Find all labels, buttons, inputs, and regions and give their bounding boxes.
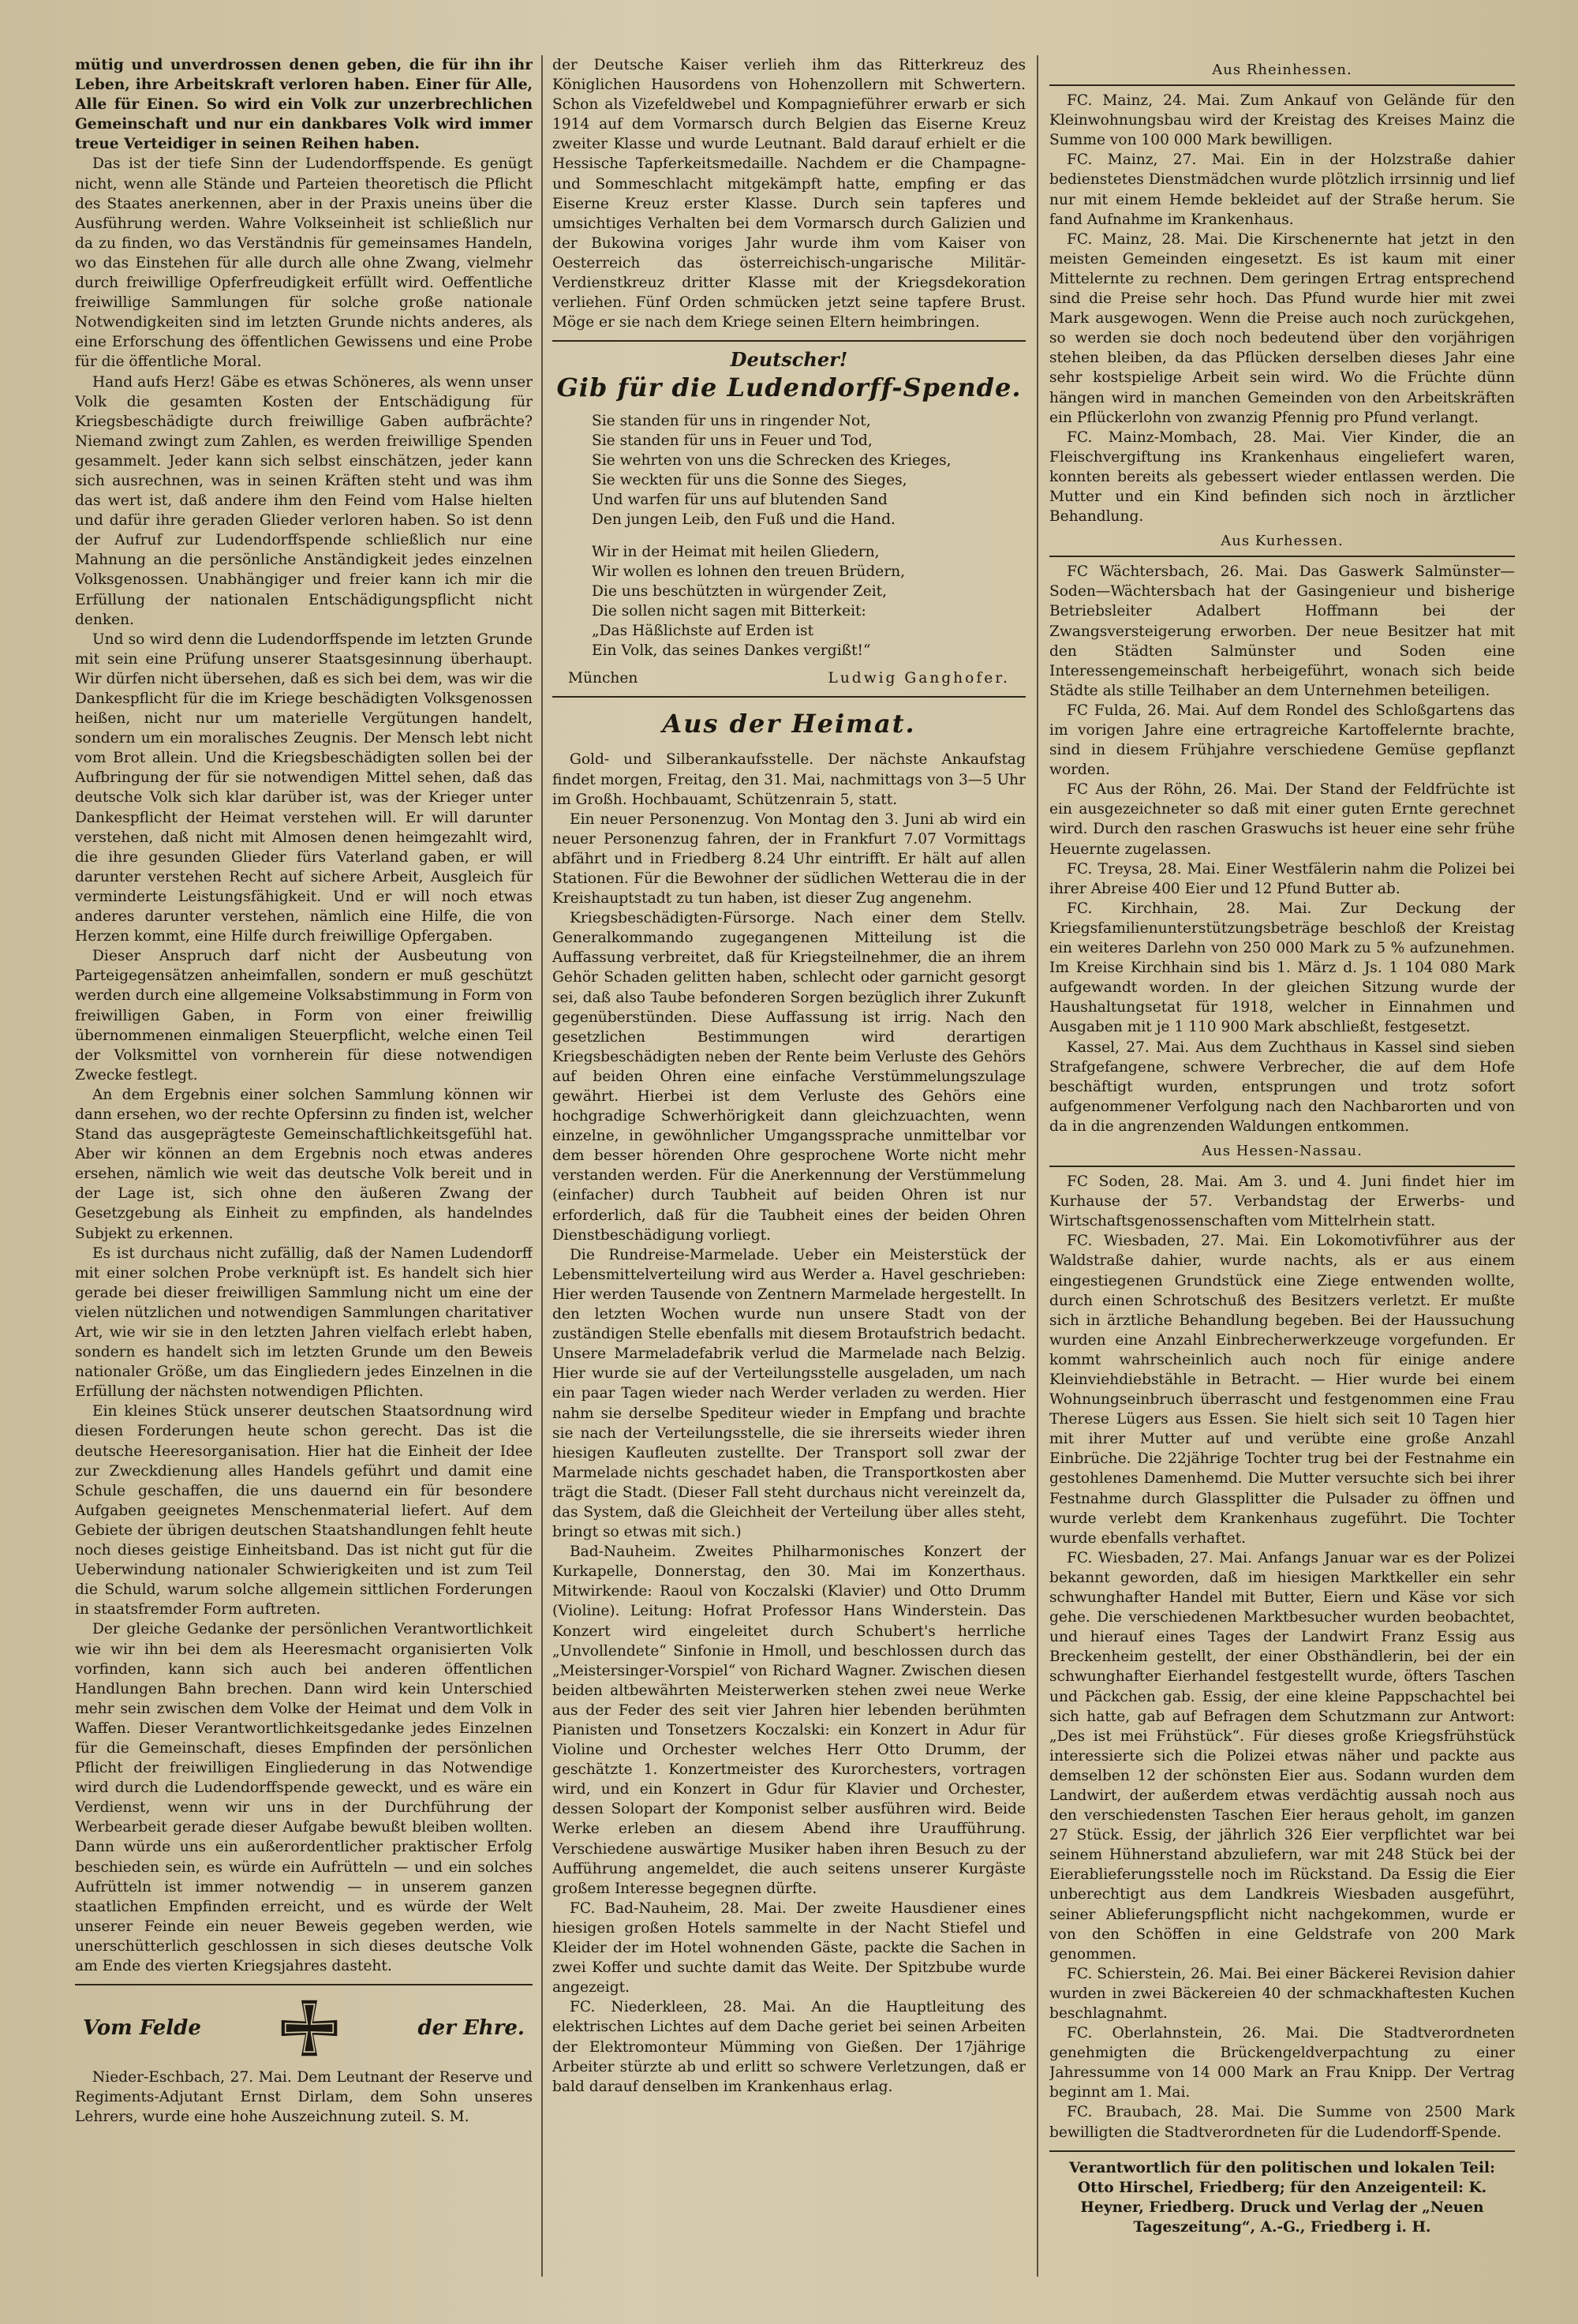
poem-line: Wir in der Heimat mit heilen Gliedern,: [592, 544, 880, 561]
iron-cross-icon: [276, 1995, 342, 2061]
divider: [1049, 84, 1515, 86]
ehre-left: Vom Felde: [83, 2015, 201, 2040]
poem-line: Sie weckten für uns die Sonne des Sieges,: [592, 472, 907, 489]
appeal-heading: Deutscher!: [730, 348, 848, 372]
poem-line: Sie standen für uns in Feuer und Tod,: [592, 432, 873, 450]
paragraph: Es ist durchaus nicht zufällig, daß der Namen Ludendorff mit einer solchen Probe verknüpft ist. Es handelt sich hier gerade bei dieser freiwilligen Sammlung nicht um eine der vielen nützlichen und notwendigen Sammlungen charitativer Art, wie wir sie in den letzten Jahren vielfach erlebt haben, sondern es handelt sich im letzten Grunde um den Beweis nationaler Größe, um das Eingliedern jedes Einzelnen in die Erfüllung der nächsten notwendigen Pflichten.: [75, 1244, 533, 1401]
poem-line: „Das Häßlichste auf Erden ist: [592, 623, 814, 640]
paragraph: FC. Schierstein, 26. Mai. Bei einer Bäckerei Revision dahier wurden in zwei Bäckereien 40 der schmackhaftesten Kuchen beschlagnahmt.: [1049, 1965, 1515, 2022]
poem-signature: [568, 668, 1010, 688]
paragraph: Bad-Nauheim. Zweites Philharmonisches Konzert der Kurkapelle, Donnerstag, den 30. Mai im Konzerthaus. Mitwirkende: Raoul von Koczalski (Klavier) und Otto Drumm (Violine). Leitung: Hofrat Professor Hans Winderstein. Das Konzert wird eingeleitet durch Schubert's herrliche „Unvollendete“ Sinfonie in Hmoll, und beschlossen durch das „Meistersinger-Vorspiel“ von Richard Wagner. Zwischen diesen beiden altbewährten Meisterwerken stehen zwei neue Werke aus der Feder des seit vier Jahren hier lebenden berühmten Pianisten und Tonsetzers Koczalski: ein Konzert in Adur für Violine und Orchester welches Herr Otto Drumm, der geschätzte 1. Konzertmeister des Kurorchesters, vortragen wird, und ein Konzert in Gdur für Klavier und Orchester, dessen Solopart der Komponist selber ausführen wird. Beide Werke erleben an diesem Abend ihre Uraufführung. Verschiedene auswärtige Musiker haben ihren Besuch zu der Aufführung angemeldet, die auch seitens unserer Kurgäste großem Interesse begegnen dürfte.: [552, 1544, 1026, 1897]
section-title: Aus der Heimat.: [662, 709, 916, 739]
imprint: Verantwortlich für den politischen und lokalen Teil: Otto Hirschel, Friedberg; für den Anzeigenteil: K. Heyner, Friedberg. Druck und Verlag der „Neuen Tageszeitung“, A.-G., Friedberg i. H.: [1069, 2159, 1495, 2236]
paragraph: Kassel, 27. Mai. Aus dem Zuchthaus in Kassel sind sieben Strafgefangene, schwere Verbrecher, die auf dem Hofe beschäftigt wurden, entsprungen und trotz sofort aufgenommener Verfolgung nach den Nachbarorten und von da in die angrenzenden Waldungen entkommen.: [1049, 1039, 1515, 1135]
paragraph: FC. Mainz, 28. Mai. Die Kirschenernte hat jetzt in den meisten Gemeinden eingesetzt. Es ist kaum mit einer Mittelernte zu rechnen. Dem geringen Ertrag entsprechend sind die Preise sehr hoch. Das Pfund wurde hier mit zwei Mark ausgewogen. Wenn die Preise auch noch zurückgehen, so werden sie doch noch bedeutend über den vorjährigen stehen bleiben, da das Pflücken derselben dieses Jahr eine sehr kostspielige Arbeit sein wird. Wo die Früchte dünn hängen wird in manchen Gemeinden von den Arbeitskräften ein Pflückerlohn von zwanzig Pfennig pro Pfund verlangt.: [1049, 230, 1515, 426]
column-rule: [541, 55, 543, 2277]
paragraph: An dem Ergebnis einer solchen Sammlung können wir dann ersehen, wo der rechte Opfersinn zu finden ist, welcher Stand das ausgeprägteste Gemeinschaftlichkeitsgefühl hat. Aber wir können an dem Ergebnis noch etwas anderes ersehen, nämlich wie weit das deutsche Volk bereit und in der Lage ist, sich ohne den äußeren Zwang der Gesetzgebung als Einheit zu empfinden, als handelndes Subjekt zu erkennen.: [75, 1086, 533, 1242]
paragraph: der Deutsche Kaiser verlieh ihm das Ritterkreuz des Königlichen Hausordens von Hohenzollern mit Schwertern. Schon als Vizefeldwebel und Kompagnieführer erwarb er sich 1914 auf dem Vormarsch durch Belgien das Eiserne Kreuz zweiter Klasse und wurde Leutnant. Bald darauf erhielt er die Hessische Tapferkeitsmedaille. Nachdem er die Champagne- und Sommeschlacht mitgekämpft hatte, empfing er das Eiserne Kreuz erster Klasse. Durch sein tapferes und umsichtiges Verhalten bei dem Vormarsch durch Galizien und der Bukowina voriges Jahr wurde ihm vom Kaiser von Oesterreich das österreichisch-ungarische Militär-Verdienstkreuz dritter Klasse mit der Kriegsdekoration verliehen. Fünf Orden schmücken jetzt seine tapfere Brust. Möge er sie nach dem Kriege seinen Eltern heimbringen.: [552, 57, 1026, 331]
poem-place: München: [568, 670, 638, 687]
paragraph: FC Soden, 28. Mai. Am 3. und 4. Juni findet hier im Kurhause der 57. Verbandstag der Erwerbs- und Wirtschaftsgenossenschaften vom Mittelrhein statt.: [1049, 1173, 1515, 1230]
appeal-title: Gib für die Ludendorff-Spende.: [556, 372, 1022, 403]
paragraph: FC. Wiesbaden, 27. Mai. Anfangs Januar war es der Polizei bekannt geworden, daß im hiesigen Marktkeller ein sehr schwunghafter Handel mit Butter, Eiern und Käse vor sich gehe. Die verschiedenen Marktbesucher wurden beobachtet, und hierauf eines Tages der Landwirt Franz Essig aus Breckenheim gestellt, der einer Obsthändlerin, bei der ein schwunghafter Eierhandel festgestellt wurde, öfters Taschen und Päckchen gab. Essig, der eine kleine Pappschachtel bei sich hatte, gab auf Befragen dem Schutzmann zur Antwort: „Des ist mei Frühstück“. Für dieses große Kriegsfrühstück interessierte sich die Polizei etwas näher und packte aus demselben 12 der schönsten Eier aus. Sodann wurden dem Landwirt, der außerdem etwas verdächtig aussah noch aus den verschiedensten Taschen Eier heraus geholt, im ganzen 27 Stück. Essig, der jährlich 326 Eier verpflichtet war bei seinem Hühnerstand abzuliefern, war mit 248 Stück bei der Eierablieferungsstelle noch im Rückstand. Da Essig die Eier unberechtigt aus dem Landkreis Wiesbaden ausgeführt, seiner Ablieferungspflicht nicht nachgekommen, wurde er von den Schöffen in eine Geldstrafe von 200 Mark genommen.: [1049, 1549, 1515, 1963]
poem-line: Die uns beschützten in würgender Zeit,: [592, 583, 888, 601]
divider: [1049, 1166, 1515, 1167]
paragraph: Nieder-Eschbach, 27. Mai. Dem Leutnant der Reserve und Regiments-Adjutant Ernst Dirlam, dem Sohn unseres Lehrers, wurde eine hohe Auszeichnung zuteil. S. M.: [75, 2069, 533, 2126]
paragraph: FC. Treysa, 28. Mai. Einer Westfälerin nahm die Polizei bei ihrer Abreise 400 Eier und 12 Pfund Butter ab.: [1049, 860, 1515, 897]
column-3: [1049, 55, 1515, 2277]
paragraph: FC. Mainz, 27. Mai. Ein in der Holzstraße dahier bedienstetes Dienstmädchen wurde plötzlich irrsinnig und lief nur mit einem Hemde bekleidet auf der Straße herum. Sie fand Aufnahme im Krankenhaus.: [1049, 152, 1515, 228]
paragraph: FC. Bad-Nauheim, 28. Mai. Der zweite Hausdiener eines hiesigen großen Hotels sammelte in der Nacht Stiefel und Kleider der im Hotel wohnenden Gäste, packte die Sachen in zwei Koffer und suchte damit das Weite. Der Spitzbube wurde angezeigt.: [552, 1899, 1026, 1997]
poem-line: Sie wehrten von uns die Schrecken des Krieges,: [592, 452, 952, 470]
paragraph: FC. Niederkleen, 28. Mai. An die Hauptleitung des elektrischen Lichtes auf dem Dache geriet bei seinen Arbeiten der Elektromonteur Mümming von Gießen. Der 17jährige Arbeiter stürzte ab und erlitt so schwere Verletzungen, daß er bald darauf denselben im Krankenhaus erlag.: [552, 1999, 1026, 2095]
divider: [75, 1984, 533, 1985]
paragraph: FC. Mainz-Mombach, 28. Mai. Vier Kinder, die an Fleischvergiftung ins Krankenhaus eingeliefert waren, konnten bereits als gebessert wieder entlassen werden. Die Mutter und ein Kind befinden sich noch in ärztlicher Behandlung.: [1049, 428, 1515, 526]
paragraph: FC Wächtersbach, 26. Mai. Das Gaswerk Salmünster—Soden—Wächtersbach hat der Gasingenieur und bisherige Betriebsleiter Adalbert Hoffmann bei der Zwangsversteigerung erworben. Der neue Besitzer hat mit den Städten Salmünster und Soden eine Interessengemeinschaft herbeigeführt, wonach sich beide Städte als stille Teilhaber an dem Unternehmen beteiligen.: [1049, 563, 1515, 699]
divider: [552, 340, 1026, 342]
paragraph: Dieser Anspruch darf nicht der Ausbeutung von Parteigegensätzen anheimfallen, sondern er muß geschützt werden durch eine allgemeine Volksabstimmung in Form von freiwilligen Gaben, in Form von einer freiwillig übernommenen einmaligen Steuerpflicht, welche einen Teil der Volksmittel von vornherein für diese notwendigen Zwecke festlegt.: [75, 948, 533, 1083]
poem-line: Und warfen für uns auf blutenden Sand: [592, 492, 888, 509]
paragraph: Und so wird denn die Ludendorffspende im letzten Grunde mit sein eine Prüfung unserer Staatsgesinnung überhaupt. Wir dürfen nicht übersehen, daß es sich bei dem, was wir die Dankespflicht für die im Kriege beschädigten Volksgenossen heißen, nicht nur um materielle Vergütungen handelt, sondern um ein moralisches Zeugnis. Der Mensch lebt nicht vom Brot allein. Und die Kriegsbeschädigten sollen bei der Aufbringung der für sie notwendigen Mittel sehen, daß das deutsche Volk sich klar darüber ist, was der Krieger unter Dankespflicht der Heimat verstehen will. Er will darunter verstehen, daß nicht mit Almosen denen heimgezahlt wird, die ihre gesunden Glieder fürs Vaterland gaben, er will darunter verstehen Recht auf sichere Arbeit, Ausgleich für verminderte Leistungsfähigkeit. Und er will noch etwas anderes darunter verstehen, nämlich eine Hilfe, die von Herzen kommt, eine Hilfe durch freiwillige Opfergaben.: [75, 631, 533, 945]
paragraph: Ein neuer Personenzug. Von Montag den 3. Juni ab wird ein neuer Personenzug fahren, der in Frankfurt 7.07 Vormittags abfährt und in Friedberg 8.24 Uhr eintrifft. Er hält auf allen Stationen. Für die Bewohner der südlichen Wetterau die in der Kreishauptstadt zu tun haben, ist dieser Zug angenehm.: [552, 810, 1026, 908]
paragraph: FC Fulda, 26. Mai. Auf dem Rondel des Schloßgartens das im vorigen Jahre eine ertragreiche Kartoffelernte brachte, sind in diesem Frühjahre verschiedene Gemüse gepflanzt worden.: [1049, 702, 1515, 779]
column-1: [75, 55, 533, 2277]
region-heading: Aus Rheinhessen.: [1212, 62, 1352, 78]
paragraph: Der gleiche Gedanke der persönlichen Verantwortlichkeit wie wir ihn bei dem als Heeresmacht organisierten Volk vorfinden, kann sich auch bei anderen öffentlichen Handlungen Bahn brechen. Dann wird kein Unterschied mehr sein zwischen dem Volke der Heimat und dem Volk in Waffen. Dieser Verantwortlichkeitsgedanke jedes Einzelnen für die Gemeinschaft, dieses Empfinden der persönlichen Pflicht der freiwilligen Eingliederung in das Notwendige wird durch die Ludendorffspende geweckt, und es wäre ein Verdienst, wenn wir uns in der Durchführung der Werbearbeit gerade dieser Aufgabe bewußt bleiben wollten. Dann würde uns ein außerordentlicher praktischer Erfolg beschieden sein, es würde ein Aufrütteln — und ein solches Aufrütteln ist immer notwendig — in unserem ganzen staatlichen Empfinden erreicht, und es würde der Welt unserer Feinde ein neuer Beweis gegeben werden, wie unerschütterlich geschlossen in sich dieses deutsche Volk am Ende des vierten Kriegsjahres dasteht.: [75, 1621, 533, 1974]
paragraph: Die Rundreise-Marmelade. Ueber ein Meisterstück der Lebensmittelverteilung wird aus Werder a. Havel geschrieben: Hier werden Tausende von Zentnern Marmelade hergestellt. In den letzten Wochen wurde nun unsere Stadt von der zuständigen Stelle ebenfalls mit diesem Brotaufstrich bedacht. Unsere Marmeladefabrik verlud die Marmelade nach Belzig. Hier wurde sie auf der Verteilungsstelle ausgeladen, um nach ein paar Tagen wieder nach Werder verladen zu werden. Hier nahm sie derselbe Spediteur wieder in Empfang und brachte sie nach der Verteilungsstelle, die sie ihrerseits wieder ihren hiesigen Kaufleuten zustellte. Der Transport soll zwar der Marmelade nichts geschadet haben, die Transportkosten aber trägt die Stadt. (Dieser Fall steht durchaus nicht vereinzelt da, das System, daß die Gleichheit der Verteilung über alles steht, bringt so etwas mit sich.): [552, 1246, 1026, 1541]
paragraph: Gold- und Silberankaufsstelle. Der nächste Ankaufstag findet morgen, Freitag, den 31. Mai, nachmittags von 3—5 Uhr im Großh. Hochbauamt, Schützenrain 5, statt.: [552, 751, 1026, 808]
divider: [552, 696, 1026, 698]
poem-line: Wir wollen es lohnen den treuen Brüdern,: [592, 563, 906, 581]
ehre-right: der Ehre.: [417, 2015, 525, 2040]
poem-line: Den jungen Leib, den Fuß und die Hand.: [592, 511, 896, 529]
poem-line: Sie standen für uns in ringender Not,: [592, 413, 871, 430]
ehre-header: [83, 1995, 525, 2061]
paragraph: FC. Braubach, 28. Mai. Die Summe von 2500 Mark bewilligten die Stadtverordneten für die Ludendorff-Spende.: [1049, 2104, 1515, 2141]
column-rule: [1037, 55, 1038, 2277]
divider: [1049, 556, 1515, 557]
column-2: [552, 55, 1026, 2277]
paragraph: Kriegsbeschädigten-Fürsorge. Nach einer dem Stellv. Generalkommando zugegangenen Mitteilung ist die Auffassung verbreitet, daß für Kriegsteilnehmer, die an ihrem Gehör Schaden gelitten haben, schlecht oder garnicht gesorgt sei, daß also Taube befonderen Sorgen bezüglich ihrer Zukunft gegenüberstünden. Diese Auffassung ist irrig. Nach den gesetzlichen Bestimmungen wird derartigen Kriegsbeschädigten neben der Rente beim Verluste des Gehörs auf beiden Ohren eine einfache Verstümmelungszulage gewährt. Hierbei ist dem Verluste des Gehörs eine hochgradige Schwerhörigkeit dann gleichzuachten, wenn einzelne, in gewöhnlicher Umgangssprache unmittelbar vor dem besser hörenden Ohre gesprochene Worte nicht mehr verstanden werden. Für die Anerkennung der Verstümmelung (einfacher) durch Taubheit auf beiden Ohren ist nur erforderlich, daß für die Taubheit eines der beiden Ohren Dienstbeschädigung vorliegt.: [552, 910, 1026, 1244]
paragraph: mütig und unverdrossen denen geben, die für ihn ihr Leben, ihre Arbeitskraft verloren haben. Einer für Alle, Alle für Einen. So wird ein Volk zur unzerbrechlichen Gemeinschaft und nur ein dankbares Volk wird immer treue Verteidiger in seinen Reihen haben.: [75, 57, 533, 153]
paragraph: Ein kleines Stück unserer deutschen Staatsordnung wird diesen Forderungen heute schon gerecht. Das ist die deutsche Heeresorganisation. Hier hat die Einheit der Idee zur Zweckdienung alles Handels geführt und damit eine Schule geschaffen, die uns dauernd ein für besondere Aufgaben geeignetes Menschenmaterial liefert. Auf dem Gebiete der übrigen deutschen Staatshandlungen fehlt heute noch dieses geistige Einheitsband. Das ist nicht gut für die Ueberwindung nationaler Schwierigkeiten und ist zum Teil die Schuld, warum solche allgemein sittlichen Forderungen in staatsfremder Form auftreten.: [75, 1403, 533, 1619]
region-heading: Aus Kurhessen.: [1221, 533, 1344, 550]
paragraph: FC. Oberlahnstein, 26. Mai. Die Stadtverordneten genehmigten die Brückengeldverpachtung zu einer Jahressumme von 14 000 Mark an Frau Knipp. Der Vertrag beginnt am 1. Mai.: [1049, 2025, 1515, 2101]
paragraph: FC. Wiesbaden, 27. Mai. Ein Lokomotivführer aus der Waldstraße dahier, wurde nachts, als er aus einem eingestiegenen Grundstück eine Ziege entwenden wollte, durch einen Schrotschuß des Besitzers verletzt. Er mußte sich in ärztliche Behandlung begeben. Bei der Haussuchung wurden eine Anzahl Einbrecherwerkzeuge vorgefunden. Er kommt wahrscheinlich auch noch für einige andere Kleinviehdiebstähle in Betracht. — Hier wurde bei einem Wohnungseinbruch überrascht und festgenommen eine Frau Therese Lügers aus Essen. Sie hielt sich seit 10 Tagen hier mit ihrer Mutter auf und verübte eine große Anzahl Einbrüche. Die 22jährige Tochter trug bei der Festnahme ein gestohlenes Damenhemd. Die Mutter versuchte sich bei ihrer Festnahme durch Glassplitter die Pulsader zu öffnen und wurde verlebt dem Krankenhaus zugeführt. Die Tochter wurde ebenfalls verhaftet.: [1049, 1233, 1515, 1547]
poem-author: Ludwig Ganghofer.: [828, 670, 1010, 687]
poem-line: Ein Volk, das seines Dankes vergißt!“: [592, 642, 871, 660]
paragraph: FC. Mainz, 24. Mai. Zum Ankauf von Gelände für den Kleinwohnungsbau wird der Kreistag des Kreises Mainz die Summe von 100 000 Mark bewilligen.: [1049, 92, 1515, 149]
paragraph: FC. Kirchhain, 28. Mai. Zur Deckung der Kriegsfamilienunterstützungsbeträge beschloß der Kreistag ein weiteres Darlehn von 250 000 Mark zu 5 % aufzunehmen. Im Kreise Kirchhain sind bis 1. März d. Js. 1 104 080 Mark aufgewandt worden. In der gleichen Sitzung wurde der Haushaltungsetat für 1918, welcher in Einnahmen und Ausgaben mit je 1 110 900 Mark abschließt, festgesetzt.: [1049, 900, 1515, 1036]
paragraph: FC Aus der Röhn, 26. Mai. Der Stand der Feldfrüchte ist ein ausgezeichneter so daß mit einer guten Ernte gerechnet wird. Durch den raschen Graswuchs ist heuer eine sehr frühe Heuernte zugelassen.: [1049, 781, 1515, 858]
paragraph: Das ist der tiefe Sinn der Ludendorffspende. Es genügt nicht, wenn alle Stände und Parteien theoretisch die Pflicht des Staates anerkennen, aber in der Praxis uneins über die Ausführung werden. Wahre Volkseinheit ist schließlich nur da zu finden, wo das Verständnis für gemeinsames Handeln, wo das Einstehen für alle durch alle ohne Zwang, vielmehr durch freiwillige Opferfreudigkeit erfüllt wird. Oeffentliche freiwillige Sammlungen für solche große nationale Notwendigkeiten sind im letzten Grunde nichts anderes, als eine Erforschung des öffentlichen Gewissens und eine Probe für die öffentliche Moral.: [75, 155, 533, 371]
poem-line: Die sollen nicht sagen mit Bitterkeit:: [592, 603, 866, 620]
region-heading: Aus Hessen-Nassau.: [1202, 1142, 1363, 1159]
paragraph: Hand aufs Herz! Gäbe es etwas Schöneres, als wenn unser Volk die gesamten Kosten der Entschädigung für Kriegsbeschädigte durch freiwillige Gaben aufbrächte? Niemand zwingt zum Zahlen, es werden freiwillige Spenden gesammelt. Jeder kann sich selbst einschätzen, jeder kann sich ausrechnen, was in seinen Kräften steht und was ihm das wert ist, daß andere ihm den Feind vom Halse hielten und dafür ihre geraden Glieder verloren haben. So ist denn der Aufruf zur Ludendorffspende schließlich nur eine Mahnung an die persönliche Anständigkeit jedes einzelnen Volksgenossen. Unabhängiger und freier kann ich mir die Erfüllung der nationalen Entschädigungspflicht nicht denken.: [75, 373, 533, 628]
poem: [592, 411, 1026, 661]
divider: [1049, 2150, 1515, 2152]
